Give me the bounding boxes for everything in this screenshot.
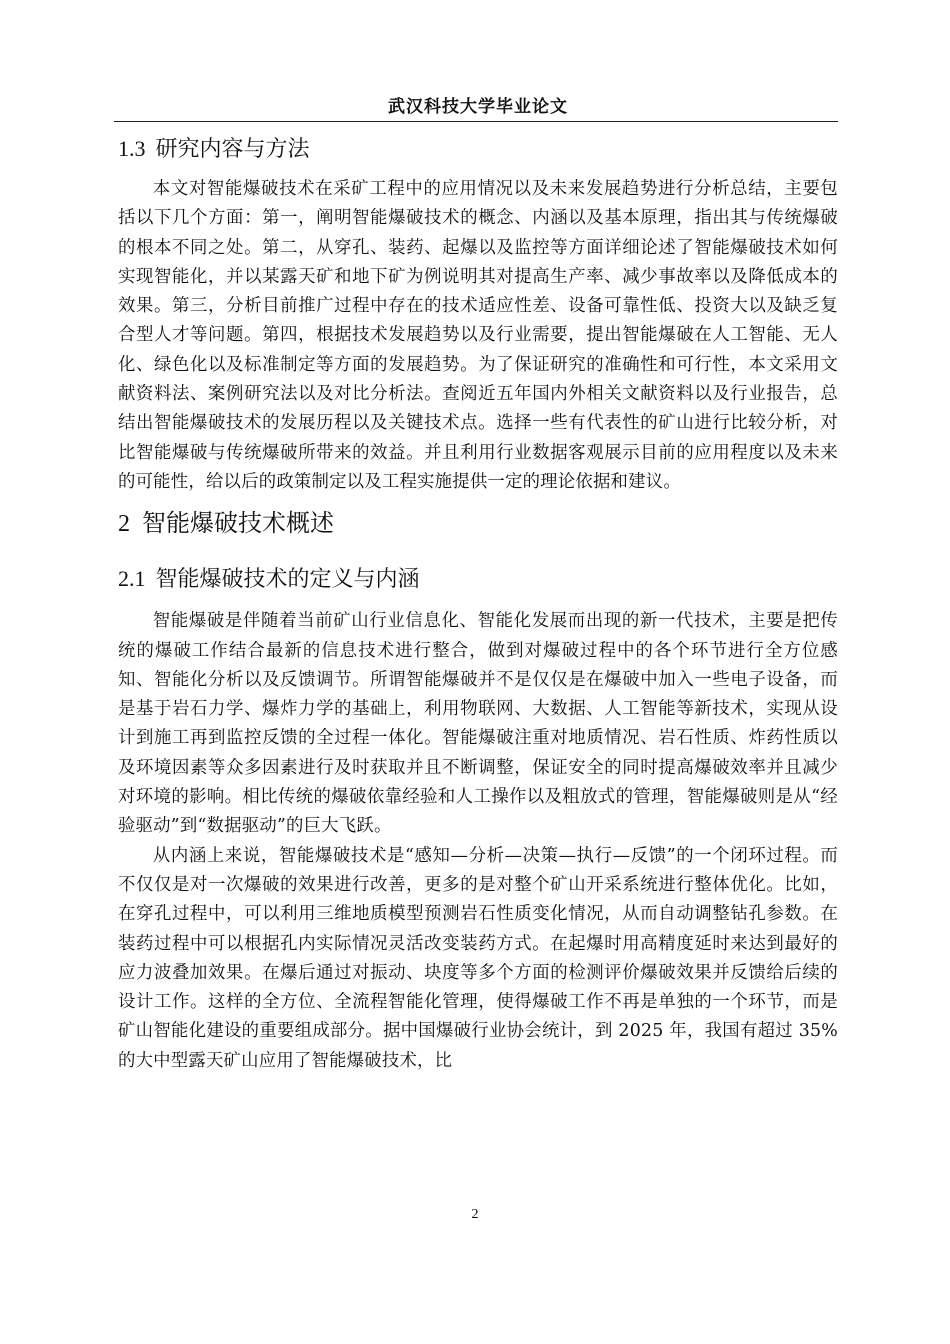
section-title: 智能爆破技术的定义与内涵	[155, 567, 420, 593]
document-body	[118, 132, 838, 1076]
section-1-3-heading	[118, 132, 838, 167]
section-2-1-paragraph-2: 从内涵上来说，智能爆破技术是“感知—分析—决策—执行—反馈”的一个闭环过程。而不仅仅是对一次爆破的效果进行改善，更多的是对整个矿山开采系统进行整体优化。比如，在穿孔过程中，可以利用三维地质模型预测岩石性质变化情况，从而自动调整钻孔参数。在装药过程中可以根据孔内实际情况灵活改变装药方式。在起爆时用高精度延时来达到最好的应力波叠加效果。在爆后通过对振动、块度等多个方面的检测评价爆破效果并反馈给后续的设计工作。这样的全方位、全流程智能化管理，使得爆破工作不再是单独的一个环节，而是矿山智能化建设的重要组成部分。据中国爆破行业协会统计，到 2025 年，我国有超过 35%的大中型露天矿山应用了智能爆破技术，比	[118, 845, 838, 1071]
chapter-number: 2	[118, 511, 130, 538]
section-1-3-paragraph: 本文对智能爆破技术在采矿工程中的应用情况以及未来发展趋势进行分析总结，主要包括以下几个方面：第一，阐明智能爆破技术的概念、内涵以及基本原理，指出其与传统爆破的根本不同之处。第二，从穿孔、装药、起爆以及监控等方面详细论述了智能爆破技术如何实现智能化，并以某露天矿和地下矿为例说明其对提高生产率、减少事故率以及降低成本的效果。第三，分析目前推广过程中存在的技术适应性差、设备可靠性低、投资大以及缺乏复合型人才等问题。第四，根据技术发展趋势以及行业需要，提出智能爆破在人工智能、无人化、绿色化以及标准制定等方面的发展趋势。为了保证研究的准确性和可行性，本文采用文献资料法、案例研究法以及对比分析法。查阅近五年国内外相关文献资料以及行业报告，总结出智能爆破技术的发展历程以及关键技术点。选择一些有代表性的矿山进行比较分析，对比智能爆破与传统爆破所带来的效益。并且利用行业数据客观展示目前的应用程度以及未来的可能性，给以后的政策制定以及工程实施提供一定的理论依据和建议。	[118, 179, 838, 492]
page-header-title: 武汉科技大学毕业论文	[388, 97, 568, 117]
header-divider	[114, 121, 838, 122]
page-number: 2	[471, 1207, 479, 1222]
section-number: 1.3	[118, 136, 146, 161]
section-title: 研究内容与方法	[155, 137, 310, 162]
chapter-title: 智能爆破技术概述	[142, 509, 334, 538]
chapter-2-heading	[118, 503, 838, 544]
section-2-1-heading	[118, 562, 838, 597]
section-number: 2.1	[118, 566, 146, 592]
section-2-1-paragraph-1: 智能爆破是伴随着当前矿山行业信息化、智能化发展而出现的新一代技术，主要是把传统的爆破工作结合最新的信息技术进行整合，做到对爆破过程中的各个环节进行全方位感知、智能化分析以及反馈调节。所谓智能爆破并不是仅仅是在爆破中加入一些电子设备，而是基于岩石力学、爆炸力学的基础上，利用物联网、大数据、人工智能等新技术，实现从设计到施工再到监控反馈的全过程一体化。智能爆破注重对地质情况、岩石性质、炸药性质以及环境因素等众多因素进行及时获取并且不断调整，保证安全的同时提高爆破效率并且减少对环境的影响。相比传统的爆破依靠经验和人工操作以及粗放式的管理，智能爆破则是从“经验驱动”到“数据驱动”的巨大飞跃。	[118, 611, 838, 837]
